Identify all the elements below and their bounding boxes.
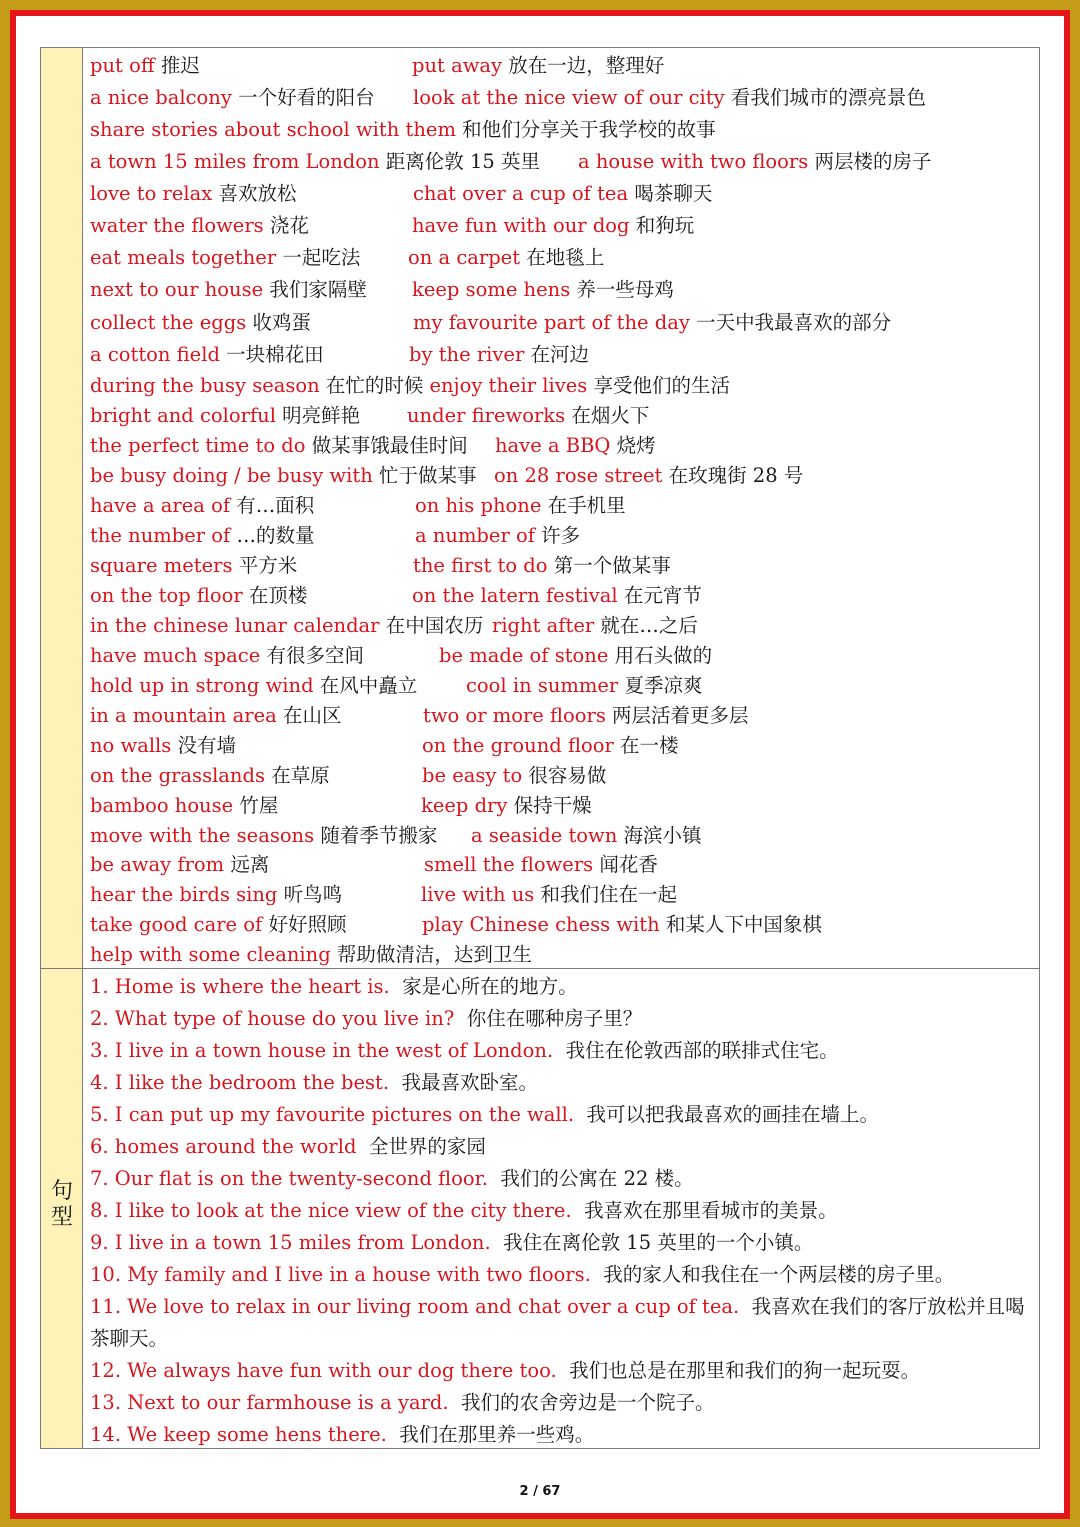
phrase-english: the number of: [90, 524, 231, 547]
phrase-chinese: 我们家隔壁: [269, 278, 367, 301]
phrase: [90, 401, 360, 431]
phrase-chinese: 和他们分享关于我学校的故事: [462, 118, 716, 141]
phrase-english: on a carpet: [408, 246, 521, 269]
phrase: [90, 761, 330, 791]
sentence: [90, 1035, 1040, 1067]
phrase-chinese: 在烟火下: [571, 404, 650, 427]
sentence-chinese: 我可以把我最喜欢的画挂在墙上。: [586, 1103, 879, 1126]
phrase-english: under fireworks: [407, 404, 566, 427]
phrase: [413, 83, 926, 113]
phrase-chinese: 听鸟鸣: [283, 883, 343, 906]
phrases-label-cell: [41, 48, 83, 968]
phrase: [422, 910, 822, 940]
phrase-chinese: 夏季凉爽: [624, 674, 703, 697]
phrase-chinese: 距离伦敦 15 英里: [385, 150, 540, 173]
phrase-english: water the flowers: [90, 214, 264, 237]
phrase-english: during the busy season: [90, 374, 320, 397]
phrase-chinese: 帮助做清洁，达到卫生: [336, 943, 532, 966]
phrase-chinese: 在手机里: [547, 494, 626, 517]
sentence-english: 2. What type of house do you live in?: [90, 1007, 455, 1030]
phrase: [90, 51, 200, 81]
phrase: [466, 671, 702, 701]
phrase: [90, 611, 483, 641]
phrase-english: a nice balcony: [90, 86, 232, 109]
sentence-chinese: 我们也总是在那里和我们的狗一起玩耍。: [569, 1359, 921, 1382]
phrase-english: the perfect time to do: [90, 434, 306, 457]
phrase-chinese: 养一些母鸡: [576, 278, 674, 301]
phrase: [412, 275, 674, 305]
phrase-english: chat over a cup of tea: [413, 182, 629, 205]
phrase: [421, 880, 677, 910]
phrase-chinese: 很容易做: [528, 764, 607, 787]
phrase-chinese: 许多: [541, 524, 581, 547]
phrase: [90, 551, 297, 581]
phrase-chinese: 喜欢放松: [218, 182, 297, 205]
phrase-english: be busy doing / be busy with: [90, 464, 373, 487]
sentence-english: 7. Our flat is on the twenty-second floor.: [90, 1167, 488, 1190]
phrase-english: on 28 rose street: [494, 464, 663, 487]
phrase: [415, 521, 580, 551]
phrase: [90, 491, 314, 521]
phrase-chinese: 第一个做某事: [553, 554, 671, 577]
phrase-english: look at the nice view of our city: [413, 86, 725, 109]
phrase: [90, 461, 476, 491]
phrase-english: put away: [412, 54, 503, 77]
phrase-english: bamboo house: [90, 794, 234, 817]
sentence: [90, 1387, 1040, 1419]
phrase-english: have a area of: [90, 494, 231, 517]
sentence: [90, 1067, 1040, 1099]
phrase: [412, 51, 664, 81]
phrase-chinese: 在忙的时候: [325, 374, 424, 397]
phrase-english: by the river: [409, 343, 525, 366]
phrase-english: on the ground floor: [422, 734, 614, 757]
sentence: [90, 1099, 1040, 1131]
phrase-english: in the chinese lunar calendar: [90, 614, 380, 637]
phrase-english: on the latern festival: [412, 584, 618, 607]
phrase-chinese: 收鸡蛋: [252, 311, 311, 334]
sentence: [90, 1259, 1040, 1291]
sentence: [90, 1419, 1040, 1451]
phrase-english: enjoy their lives: [429, 374, 588, 397]
phrase-english: smell the flowers: [424, 853, 594, 876]
phrase-english: no walls: [90, 734, 172, 757]
sentence-chinese: 我住在离伦敦 15 英里的一个小镇。: [503, 1231, 814, 1254]
sentence-chinese: 我们的公寓在 22 楼。: [500, 1167, 694, 1190]
sentence-chinese: 我们在那里养一些鸡。: [399, 1423, 595, 1446]
sentences-label-cell: [41, 969, 83, 1448]
sentence-chinese: 我喜欢在那里看城市的美景。: [584, 1199, 838, 1222]
phrase-chinese: 有很多空间: [266, 644, 364, 667]
sentence-english: 8. I like to look at the nice view of the city there.: [90, 1199, 572, 1222]
phrase: [408, 243, 604, 273]
sentences-section: [41, 969, 1039, 1448]
phrase-chinese: 在草原: [271, 764, 330, 787]
phrase: [494, 461, 803, 491]
phrase-english: live with us: [421, 883, 535, 906]
phrase: [421, 791, 592, 821]
sentences-label-char: 句: [50, 1179, 73, 1204]
phrase: [90, 83, 375, 113]
phrase: [90, 731, 236, 761]
phrase: [90, 940, 532, 970]
phrase: [90, 641, 364, 671]
sentence-chinese: 我喜欢在我们的客厅放松并且喝茶聊天。: [90, 1295, 1025, 1350]
phrase-english: help with some cleaning: [90, 943, 331, 966]
phrase-chinese: 烧烤: [616, 434, 656, 457]
phrase-chinese: 远离: [230, 853, 270, 876]
phrase-chinese: 就在…之后: [600, 614, 698, 637]
phrase-english: eat meals together: [90, 246, 277, 269]
sentences-label-char: 型: [50, 1205, 73, 1230]
phrase-chinese: 一块棉花田: [226, 343, 324, 366]
phrase-chinese: 闻花香: [599, 853, 658, 876]
sentence-chinese: 我的家人和我住在一个两层楼的房子里。: [603, 1263, 955, 1286]
phrase-chinese: 在玫瑰街 28 号: [668, 464, 804, 487]
phrase-chinese: 在中国农历: [385, 614, 484, 637]
phrase: [90, 179, 296, 209]
phrase: [492, 611, 698, 641]
phrase-chinese: 没有墙: [177, 734, 237, 757]
phrase-chinese: 有…面积: [236, 494, 315, 517]
phrase-chinese: 竹屋: [239, 794, 279, 817]
phrase-chinese: 和我们住在一起: [540, 883, 678, 906]
phrase-chinese: 海滨小镇: [623, 824, 702, 847]
phrase-english: play Chinese chess with: [422, 913, 660, 936]
phrase: [423, 701, 749, 731]
phrase-english: a seaside town: [471, 824, 618, 847]
phrase: [90, 308, 311, 338]
sentence-chinese: 我们的农舍旁边是一个院子。: [461, 1391, 715, 1414]
phrase: [90, 521, 314, 551]
phrase: [471, 821, 702, 851]
sentence: [90, 1227, 1040, 1259]
sentence: [90, 1195, 1040, 1227]
sentence: [90, 1355, 1040, 1387]
phrase: [90, 701, 341, 731]
phrase-english: be away from: [90, 853, 225, 876]
phrase-chinese: 在山区: [282, 704, 342, 727]
phrase: [90, 880, 342, 910]
phrase-english: cool in summer: [466, 674, 619, 697]
phrase-english: be easy to: [422, 764, 523, 787]
sentence: [90, 1163, 1040, 1195]
phrase-english: right after: [492, 614, 595, 637]
phrase: [424, 850, 658, 880]
phrase-english: two or more floors: [423, 704, 606, 727]
phrase-english: a house with two floors: [578, 150, 809, 173]
phrase-english: a town 15 miles from London: [90, 150, 380, 173]
phrase: [90, 243, 360, 273]
phrase-english: on the grasslands: [90, 764, 265, 787]
sentence-english: 5. I can put up my favourite pictures on the wall.: [90, 1103, 575, 1126]
phrase-english: a number of: [415, 524, 535, 547]
phrase-chinese: 明亮鲜艳: [282, 404, 361, 427]
phrase-chinese: 看我们城市的漂亮景色: [730, 86, 926, 109]
sentence-english: 13. Next to our farmhouse is a yard.: [90, 1391, 449, 1414]
phrase-chinese: 一天中我最喜欢的部分: [696, 311, 892, 334]
phrase-english: the first to do: [413, 554, 548, 577]
phrase-chinese: 在河边: [530, 343, 589, 366]
phrase-chinese: 一个好看的阳台: [238, 86, 375, 109]
phrase-english: have a BBQ: [495, 434, 611, 457]
phrase: [90, 910, 346, 940]
phrase-chinese: 放在一边，整理好: [508, 54, 665, 77]
phrase: [413, 179, 712, 209]
phrase: [90, 374, 423, 397]
phrase-chinese: 好好照顾: [268, 913, 347, 936]
phrase: [429, 374, 730, 397]
phrase-english: love to relax: [90, 182, 213, 205]
phrase: [90, 671, 417, 701]
sentence: [90, 1131, 1040, 1163]
phrase: [90, 115, 716, 145]
sentence-chinese: 我住在伦敦西部的联排式住宅。: [565, 1039, 839, 1062]
phrase: [90, 850, 269, 880]
phrase: [578, 147, 931, 177]
phrase-english: share stories about school with them: [90, 118, 456, 141]
phrase-chinese: …的数量: [236, 524, 315, 547]
phrase: [413, 551, 671, 581]
phrase-english: on his phone: [415, 494, 542, 517]
phrase-chinese: 在顶楼: [248, 584, 308, 607]
phrase: [90, 791, 278, 821]
phrase-english: hold up in strong wind: [90, 674, 314, 697]
phrase-english: keep some hens: [412, 278, 571, 301]
phrase-chinese: 和狗玩: [635, 214, 695, 237]
sentence-chinese: 家是心所在的地方。: [402, 975, 578, 998]
phrase-english: square meters: [90, 554, 233, 577]
phrase-chinese: 在地毯上: [526, 246, 605, 269]
sentence-english: 9. I live in a town 15 miles from London.: [90, 1231, 491, 1254]
sentence-chinese: 全世界的家园: [368, 1135, 486, 1158]
sentence-chinese: 我最喜欢卧室。: [401, 1071, 538, 1094]
sentence-english: 14. We keep some hens there.: [90, 1423, 387, 1446]
phrase-english: in a mountain area: [90, 704, 277, 727]
sentence: [90, 1003, 1040, 1035]
phrase-english: keep dry: [421, 794, 508, 817]
phrase-english: move with the seasons: [90, 824, 315, 847]
phrase: [422, 731, 679, 761]
phrase-chinese: 推迟: [160, 54, 200, 77]
phrase-english: my favourite part of the day: [413, 311, 690, 334]
phrase: [495, 431, 656, 461]
sentences-label: [41, 1179, 83, 1231]
phrase-chinese: 浇花: [269, 214, 309, 237]
phrase-chinese: 保持干燥: [513, 794, 592, 817]
phrase: [412, 581, 702, 611]
phrase: [412, 211, 694, 241]
sentence-english: 3. I live in a town house in the west of London.: [90, 1039, 554, 1062]
sentence-english: 6. homes around the world: [90, 1135, 357, 1158]
phrase: [415, 491, 626, 521]
phrase-english: bright and colorful: [90, 404, 276, 427]
sentence-english: 11. We love to relax in our living room and chat over a cup of tea.: [90, 1295, 740, 1318]
phrase-english: have fun with our dog: [412, 214, 630, 237]
phrase-chinese: 在风中矗立: [319, 674, 418, 697]
phrase-chinese: 做某事饿最佳时间: [311, 434, 468, 457]
phrase: [90, 147, 540, 177]
phrase-chinese: 享受他们的生活: [593, 374, 730, 397]
sentence-chinese: 你住在哪种房子里？: [466, 1007, 643, 1030]
phrase-english: have much space: [90, 644, 261, 667]
phrase-english: on the top floor: [90, 584, 243, 607]
phrase-english: a cotton field: [90, 343, 220, 366]
sentence-english: 10. My family and I live in a house with two floors.: [90, 1263, 591, 1286]
phrase: [90, 275, 367, 305]
phrase: [90, 581, 307, 611]
phrase-chinese: 喝茶聊天: [634, 182, 713, 205]
phrases-section: [41, 48, 1039, 969]
phrase-chinese: 两层活着更多层: [612, 704, 749, 727]
phrase-chinese: 在元宵节: [623, 584, 702, 607]
phrase-english: be made of stone: [439, 644, 609, 667]
phrase-chinese: 用石头做的: [614, 644, 713, 667]
sentence-english: 1. Home is where the heart is.: [90, 975, 390, 998]
phrase-english: put off: [90, 54, 155, 77]
sentence-english: 12. We always have fun with our dog there too.: [90, 1359, 557, 1382]
phrase-english: take good care of: [90, 913, 263, 936]
phrase-english: next to our house: [90, 278, 264, 301]
phrase: [90, 340, 324, 370]
sentence: [90, 971, 1040, 1003]
phrase: [90, 211, 309, 241]
phrase-chinese: 忙于做某事: [378, 464, 477, 487]
phrase-chinese: 两层楼的房子: [814, 150, 932, 173]
phrase-english: collect the eggs: [90, 311, 247, 334]
phrase-row: [90, 371, 730, 401]
phrase: [407, 401, 649, 431]
phrase-chinese: 一起吃法: [282, 246, 361, 269]
phrase-chinese: 和某人下中国象棋: [665, 913, 822, 936]
sentence-english: 4. I like the bedroom the best.: [90, 1071, 390, 1094]
sentence: [90, 1291, 1040, 1355]
phrase-chinese: 平方米: [238, 554, 298, 577]
phrase: [439, 641, 712, 671]
page-number: 2 / 67: [519, 1484, 561, 1499]
phrase-chinese: 在一楼: [620, 734, 679, 757]
phrase: [422, 761, 606, 791]
phrase: [413, 308, 891, 338]
phrase: [90, 821, 437, 851]
phrase: [409, 340, 589, 370]
phrase: [90, 431, 468, 461]
vocabulary-table: [40, 47, 1040, 1449]
phrase-english: hear the birds sing: [90, 883, 278, 906]
phrase-chinese: 随着季节搬家: [320, 824, 438, 847]
